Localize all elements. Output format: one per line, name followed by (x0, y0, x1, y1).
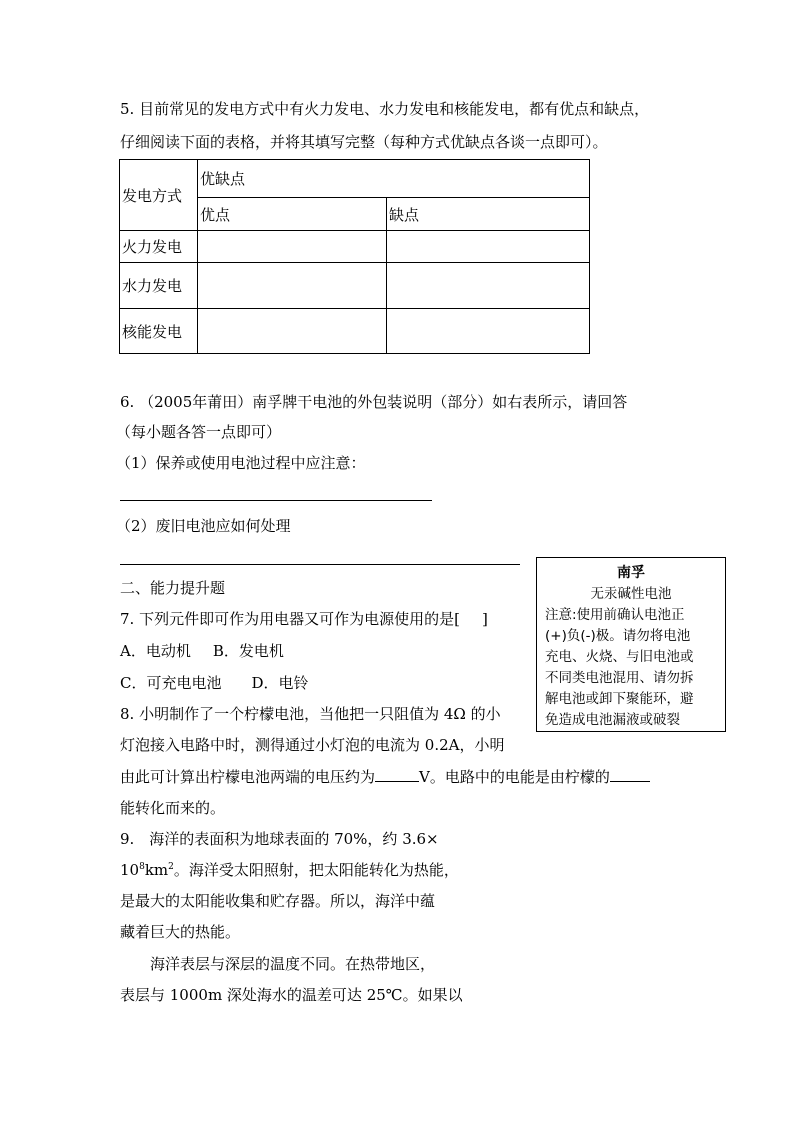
q5-line-1: 5. 目前常见的发电方式中有火力发电、水力发电和核能发电，都有优点和缺点， (120, 100, 650, 118)
q9-line-4: 藏着巨大的热能。 (120, 923, 241, 941)
q9-line-1: 9. 海洋的表面积为地球表面的 70%，约 3.6× (120, 830, 439, 848)
q9-line-2 (120, 859, 459, 881)
cell-hydro-pros[interactable] (198, 263, 387, 309)
q7-option-b: B．发电机 (212, 642, 284, 660)
battery-note-line: 充电、火烧、与旧电池或 (545, 649, 694, 665)
q6-sub-2: （2）废旧电池应如何处理 (116, 517, 291, 535)
q8-blank-voltage[interactable] (375, 767, 419, 782)
q7-option-a: A．电动机 (120, 642, 191, 660)
q6-sub-1: （1）保养或使用电池过程中应注意： (116, 454, 366, 472)
q8-line-3 (120, 766, 650, 788)
answer-line-1[interactable] (120, 500, 432, 501)
battery-note-line: 解电池或卸下聚能环，避 (545, 691, 694, 707)
table-header-pros: 优点 (198, 198, 387, 231)
q7-stem-end: ] (481, 610, 488, 628)
q7-option-c: C．可充电电池 (120, 674, 222, 692)
row-label-thermal: 火力发电 (120, 231, 198, 263)
row-label-nuclear: 核能发电 (120, 309, 198, 354)
table-row (120, 231, 590, 263)
cell-nuclear-pros[interactable] (198, 309, 387, 354)
q6-line-1: 6. （2005年莆田）南孚牌干电池的外包装说明（部分）如右表所示，请回答 (120, 393, 628, 411)
battery-note-line: 不同类电池混用、请勿拆 (545, 670, 694, 686)
q7-options-row-1 (120, 640, 284, 662)
q8-line-4: 能转化而来的。 (120, 799, 226, 817)
q7-stem (120, 608, 488, 630)
battery-label-box (536, 557, 726, 732)
q9-line-5: 海洋表层与深层的温度不同。在热带地区， (150, 955, 436, 973)
table-row (120, 309, 590, 354)
cell-thermal-cons[interactable] (387, 231, 590, 263)
cell-hydro-cons[interactable] (387, 263, 590, 309)
q9-line-2-text: 。海洋受太阳照射，把太阳能转化为热能， (173, 861, 459, 879)
table-header-proscons: 优缺点 (198, 160, 590, 198)
section-heading: 二、能力提升题 (120, 579, 226, 597)
q7-option-d: D．电铃 (251, 674, 309, 692)
battery-note-line: (+)负(-)极。请勿将电池 (545, 628, 691, 644)
table-header-method: 发电方式 (120, 160, 198, 231)
q9-line-6: 表层与 1000m 深处海水的温差可达 25℃。如果以 (120, 986, 463, 1004)
q8-line-3-text-a: 由此可计算出柠檬电池两端的电压约为 (120, 768, 376, 786)
q8-blank-energy[interactable] (610, 767, 650, 782)
q8-line-2: 灯泡接入电路中时，测得通过小灯泡的电流为 0.2A，小明 (120, 736, 505, 754)
q5-line-2: 仔细阅读下面的表格，并将其填写完整（每种方式优缺点各谈一点即可）。 (120, 133, 608, 151)
battery-note-line: 免造成电池漏液或破裂 (545, 712, 680, 728)
q8-line-1: 8. 小明制作了一个柠檬电池，当他把一只阻值为 4Ω 的小 (120, 705, 501, 723)
battery-note-line: 注意:使用前确认电池正 (545, 607, 685, 623)
table-header-cons: 缺点 (387, 198, 590, 231)
battery-note (537, 605, 725, 731)
cell-thermal-pros[interactable] (198, 231, 387, 263)
q8-line-3-text-b: V。电路中的电能是由柠檬的 (419, 768, 610, 786)
q7-stem-text: 7. 下列元件即可作为用电器又可作为电源使用的是[ (120, 610, 460, 628)
power-generation-table (119, 159, 590, 354)
table-row (120, 263, 590, 309)
q9-unit-exponent: 2 (168, 862, 174, 872)
q6-line-2: （每小题各答一点即可） (116, 423, 282, 441)
answer-line-2[interactable] (120, 564, 520, 565)
q7-options-row-2 (120, 672, 309, 694)
q9-unit: km (144, 861, 169, 879)
q9-line-3: 是最大的太阳能收集和贮存器。所以，海洋中蕴 (120, 892, 436, 910)
cell-nuclear-cons[interactable] (387, 309, 590, 354)
q9-exponent: 8 (139, 862, 145, 872)
battery-brand: 南孚 (617, 565, 645, 581)
row-label-hydro: 水力发电 (120, 263, 198, 309)
battery-subtitle: 无汞碱性电池 (590, 586, 672, 602)
q9-number-base: 10 (120, 861, 140, 879)
